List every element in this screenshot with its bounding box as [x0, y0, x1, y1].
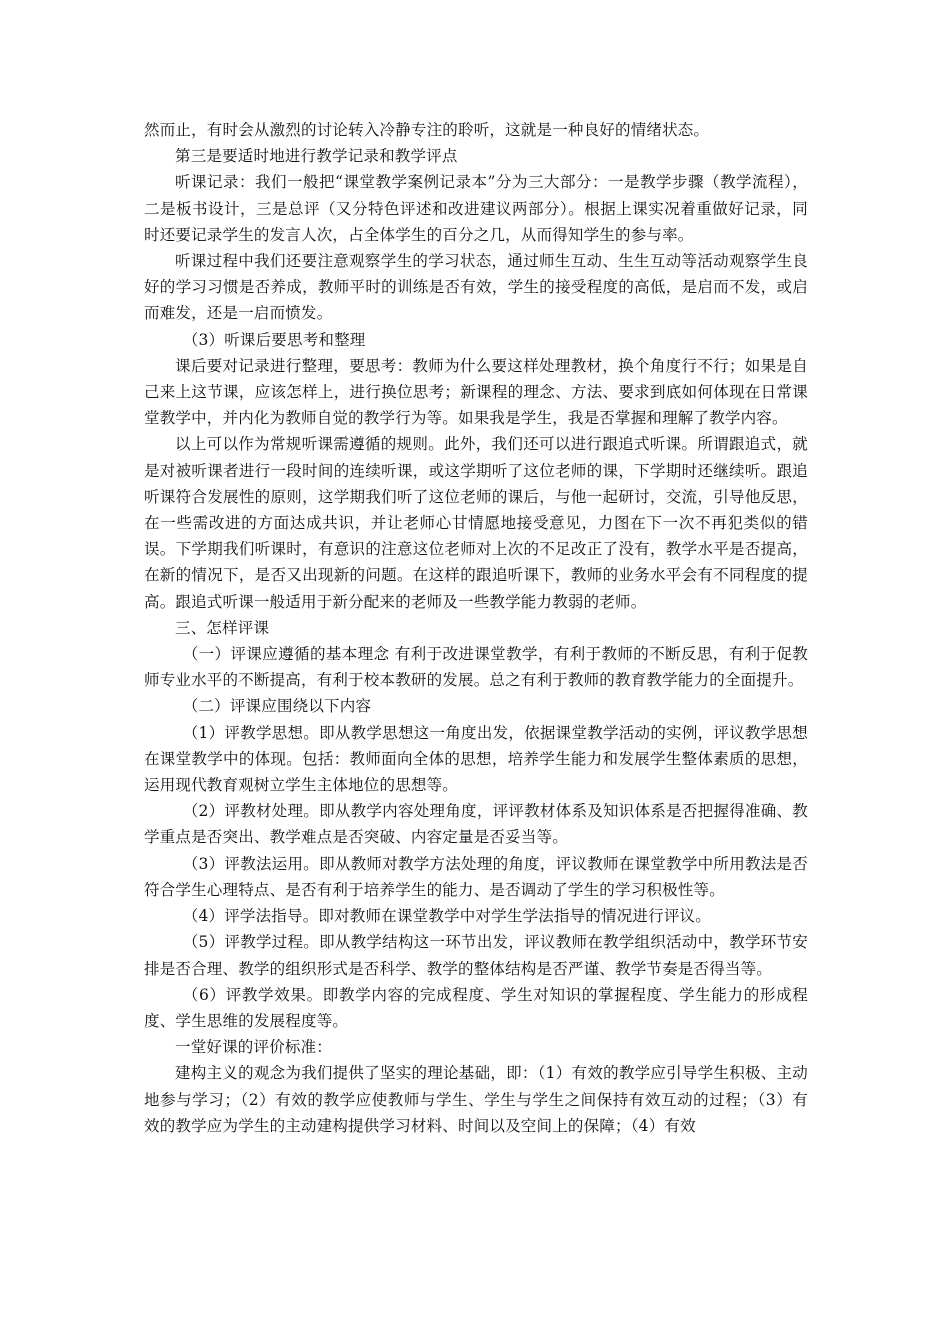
section-heading-evaluate: 三、怎样评课 — [175, 618, 270, 637]
section-heading-recording: 第三是要适时地进行教学记录和教学评点 — [175, 147, 458, 166]
paragraph-basic-principles: （一）评课应遵循的基本理念 有利于改进课堂教学，有利于教师的不断反思，有利于促教师专业水平的不断提高，有利于校本教研的发展。总之有利于教师的教育教学能力的全面提升。 — [144, 645, 808, 690]
item-material-handling: （2）评教材处理。即从教学内容处理角度，评评教材体系及知识体系是否把握得准确、教学重点是否突出、教学难点是否突破、内容定量是否妥当等。 — [144, 802, 808, 847]
paragraph-observe-students: 听课过程中我们还要注意观察学生的学习状态，通过师生互动、生生互动等活动观察学生良好的学习习惯是否养成，教师平时的训练是否有效，学生的接受程度的高低，是启而不发，或启而难发，还是一启而愤发。 — [144, 252, 808, 323]
item-teaching-thought: （1）评教学思想。即从教学思想这一角度出发，依据课堂教学活动的实例，评议教学思想在课堂教学中的体现。包括：教师面向全体的思想，培养学生能力和发展学生整体素质的思想，运用现代教育观树立学生主体地位的思想等。 — [144, 723, 808, 795]
paragraph-after-class: 课后要对记录进行整理，要思考：教师为什么要这样处理教材，换个角度行不行；如果是自己来上这节课，应该怎样上，进行换位思考；新课程的理念、方法、要求到底如何体现在日常课堂教学中，并内化为教师自觉的教学行为等。如果我是学生，我是否掌握和理解了教学内容。 — [144, 356, 808, 428]
item-teaching-effect: （6）评教学效果。即教学内容的完成程度、学生对知识的掌握程度、学生能力的形成程度、学生思维的发展程度等。 — [144, 985, 808, 1030]
subheading-good-class-standard: 一堂好课的评价标准： — [175, 1038, 333, 1057]
paragraph-constructivism: 建构主义的观念为我们提供了坚实的理论基础，即：（1）有效的教学应引导学生积极、主动地参与学习；（2）有效的教学应使教师与学生、学生与学生之间保持有效互动的过程；（3）有效的教学应为学生的主动建构提供学习材料、时间以及空间上的保障；（4）有效 — [144, 1064, 808, 1135]
item-study-guidance: （4）评学法指导。即对教师在课堂教学中对学生学法指导的情况进行评议。 — [182, 907, 711, 926]
document-body — [144, 117, 808, 1139]
subheading-reflect-organize: （3）听课后要思考和整理 — [182, 330, 366, 349]
item-method-use: （3）评教法运用。即从教师对教学方法处理的角度，评议教师在课堂教学中所用教法是否符合学生心理特点、是否有利于培养学生的能力、是否调动了学生的学习积极性等。 — [144, 854, 808, 899]
item-teaching-process: （5）评教学过程。即从教学结构这一环节出发，评议教师在教学组织活动中，教学环节安排是否合理、教学的组织形式是否科学、教学的整体结构是否严谨、教学节奏是否得当等。 — [144, 933, 808, 978]
paragraph-listening-record: 听课记录：我们一般把“课堂教学案例记录本”分为三大部分：一是教学步骤（教学流程），二是板书设计，三是总评（又分特色评述和改进建议两部分）。根据上课实况着重做好记录，同时还要记录学生的发言人次，占全体学生的百分之几，从而得知学生的参与率。 — [144, 173, 808, 244]
paragraph-follow-up-listening: 以上可以作为常规听课需遵循的规则。此外，我们还可以进行跟追式听课。所谓跟追式，就是对被听课者进行一段时间的连续听课，或这学期听了这位老师的课，下学期时还继续听。跟追听课符合发展性的原则，这学期我们听了这位老师的课后，与他一起研讨，交流，引导他反思，在一些需改进的方面达成共识，并让老师心甘情愿地接受意见，力图在下一次不再犯类似的错误。下学期我们听课时，有意识的注意这位老师对上次的不足改正了没有，教学水平是否提高，在新的情况下，是否又出现新的问题。在这样的跟追听课下，教师的业务水平会有不同程度的提高。跟追式听课一般适用于新分配来的老师及一些教学能力教弱的老师。 — [144, 435, 808, 611]
subheading-evaluation-content: （二）评课应围绕以下内容 — [182, 697, 372, 716]
paragraph-continuation: 然而止，有时会从激烈的讨论转入冷静专注的聆听，这就是一种良好的情绪状态。 — [144, 121, 710, 139]
